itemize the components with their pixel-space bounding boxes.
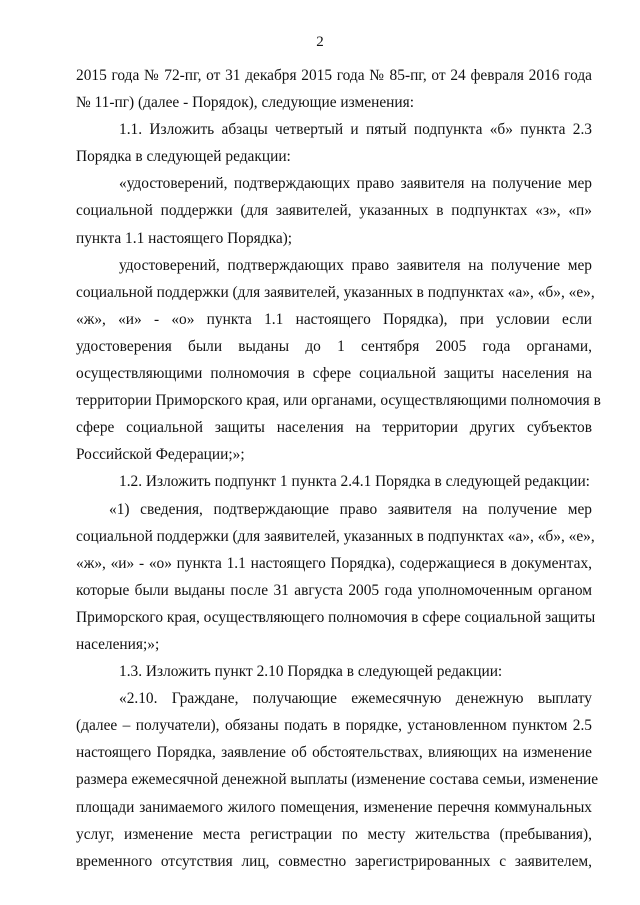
text-line: населения;»; xyxy=(76,635,160,653)
text-line: пункта 1.1 настоящего Порядка); xyxy=(76,229,293,247)
text-line: 1.1. Изложить абзацы четвертый и пятый подпункта «б» пункта 2.3 xyxy=(119,121,592,139)
text-line: удостоверений, подтверждающих право заявителя на получение мер xyxy=(119,256,592,274)
text-line: 1.3. Изложить пункт 2.10 Порядка в следующей редакции: xyxy=(119,663,503,681)
text-line: временного отсутствия лиц, совместно зарегистрированных с заявителем, xyxy=(76,852,592,870)
text-line: 1.2. Изложить подпункт 1 пункта 2.4.1 Порядка в следующей редакции: xyxy=(119,473,590,491)
text-line: которые были выданы после 31 августа 2005 года уполномоченным органом xyxy=(76,581,592,599)
page-number: 2 xyxy=(316,34,324,50)
text-line: Приморского края, осуществляющего полномочия в сфере социальной защиты xyxy=(76,608,596,626)
text-line: удостоверения были выданы до 1 сентября 2005 года органами, xyxy=(76,337,592,355)
text-line: (далее – получатели), обязаны подать в порядке, установленном пунктом 2.5 xyxy=(76,717,592,735)
text-line: сфере социальной защиты населения на территории других субъектов xyxy=(76,419,592,437)
document-body xyxy=(76,62,601,875)
text-line: «удостоверений, подтверждающих право заявителя на получение мер xyxy=(119,175,592,193)
text-line: услуг, изменение места регистрации по месту жительства (пребывания), xyxy=(76,825,592,843)
text-line: территории Приморского края, или органами, осуществляющими полномочия в xyxy=(76,392,601,410)
text-line: социальной поддержки (для заявителей, указанных в подпунктах «а», «б», «е», xyxy=(76,527,595,545)
text-line: Порядка в следующей редакции: xyxy=(76,148,291,166)
text-line: размера ежемесячной денежной выплаты (изменение состава семьи, изменение xyxy=(76,771,599,789)
text-line: осуществляющими полномочия в сфере социальной защиты населения на xyxy=(76,365,592,383)
text-line: социальной поддержки (для заявителей, указанных в подпунктах «з», «п» xyxy=(76,202,592,220)
text-line: № 11-пг) (далее - Порядок), следующие изменения: xyxy=(76,94,414,112)
text-line: площади занимаемого жилого помещения, изменение перечня коммунальных xyxy=(76,798,592,816)
text-line: 2015 года № 72-пг, от 31 декабря 2015 года № 85-пг, от 24 февраля 2016 года xyxy=(76,67,592,84)
text-line: настоящего Порядка, заявление об обстоятельствах, влияющих на изменение xyxy=(76,744,592,762)
text-line: «ж», «и» - «о» пункта 1.1 настоящего Порядка), при условии если xyxy=(76,310,592,328)
text-line: «ж», «и» - «о» пункта 1.1 настоящего Порядка), содержащиеся в документах, xyxy=(76,554,592,572)
text-line: «1) сведения, подтверждающие право заявителя на получение мер xyxy=(109,500,592,518)
text-line: Российской Федерации;»; xyxy=(76,446,245,464)
text-line: «2.10. Граждане, получающие ежемесячную денежную выплату xyxy=(119,690,592,708)
text-line: социальной поддержки (для заявителей, указанных в подпунктах «а», «б», «е», xyxy=(76,283,595,301)
